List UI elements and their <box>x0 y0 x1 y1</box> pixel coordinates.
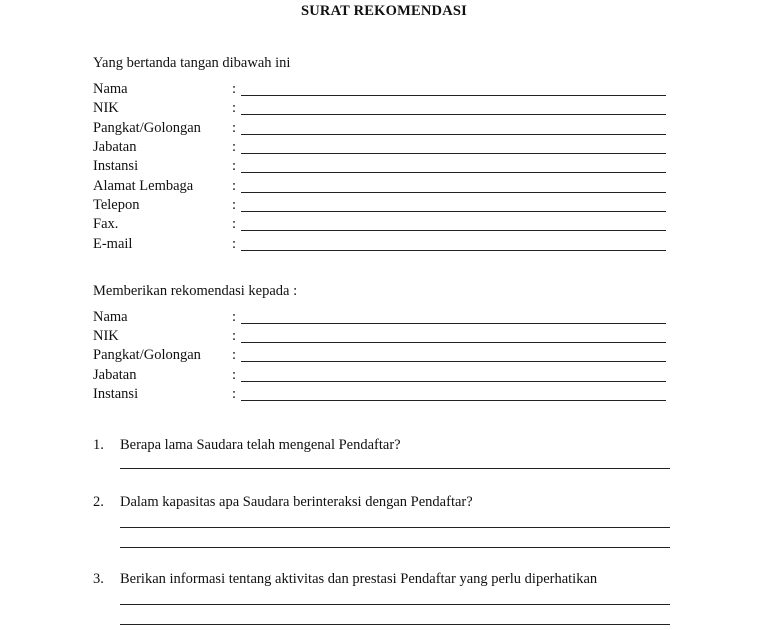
field-fill-line[interactable] <box>241 381 666 382</box>
field-label: Nama <box>93 309 128 325</box>
recommended-field-instansi <box>93 386 673 405</box>
recommended-intro: Memberikan rekomendasi kepada : <box>93 283 298 299</box>
field-fill-line[interactable] <box>241 342 666 343</box>
field-fill-line[interactable] <box>241 323 666 324</box>
field-colon: : <box>232 328 237 344</box>
recommended-field-pangkat <box>93 347 673 366</box>
question-3-number: 3. <box>93 571 104 587</box>
field-colon: : <box>232 100 237 116</box>
recommender-field-fax <box>93 216 673 235</box>
field-colon: : <box>232 309 237 325</box>
field-colon: : <box>232 178 237 194</box>
answer-line[interactable] <box>120 624 670 625</box>
answer-line[interactable] <box>120 527 670 528</box>
field-fill-line[interactable] <box>241 230 666 231</box>
field-fill-line[interactable] <box>241 192 666 193</box>
recommended-field-jabatan <box>93 367 673 386</box>
field-label: Telepon <box>93 197 140 213</box>
recommended-field-nama <box>93 309 673 328</box>
recommender-field-nik <box>93 100 673 119</box>
field-label: Instansi <box>93 386 139 402</box>
field-colon: : <box>232 367 237 383</box>
question-3-text: Berikan informasi tentang aktivitas dan prestasi Pendaftar yang perlu diperhatikan <box>120 571 598 587</box>
field-label: NIK <box>93 100 119 116</box>
recommender-field-email <box>93 236 673 255</box>
field-label: Instansi <box>93 158 139 174</box>
field-label: Jabatan <box>93 367 137 383</box>
answer-line[interactable] <box>120 547 670 548</box>
field-label: Nama <box>93 81 128 97</box>
answer-line[interactable] <box>120 468 670 469</box>
field-colon: : <box>232 197 237 213</box>
field-label: NIK <box>93 328 119 344</box>
recommender-field-nama <box>93 81 673 100</box>
field-label: Jabatan <box>93 139 137 155</box>
field-fill-line[interactable] <box>241 114 666 115</box>
question-1-number: 1. <box>93 437 104 453</box>
recommended-field-nik <box>93 328 673 347</box>
field-label: Alamat Lembaga <box>93 178 194 194</box>
field-colon: : <box>232 81 237 97</box>
question-2-text: Dalam kapasitas apa Saudara berinteraksi dengan Pendaftar? <box>120 494 473 510</box>
field-colon: : <box>232 386 237 402</box>
field-colon: : <box>232 158 237 174</box>
field-fill-line[interactable] <box>241 361 666 362</box>
field-fill-line[interactable] <box>241 172 666 173</box>
recommender-field-pangkat <box>93 120 673 139</box>
recommender-field-telepon <box>93 197 673 216</box>
field-colon: : <box>232 236 237 252</box>
field-label: Pangkat/Golongan <box>93 347 201 363</box>
field-fill-line[interactable] <box>241 250 666 251</box>
field-colon: : <box>232 120 237 136</box>
answer-line[interactable] <box>120 604 670 605</box>
field-fill-line[interactable] <box>241 211 666 212</box>
field-fill-line[interactable] <box>241 400 666 401</box>
field-label: Pangkat/Golongan <box>93 120 201 136</box>
document-title: SURAT REKOMENDASI <box>300 3 467 19</box>
field-label: E-mail <box>93 236 133 252</box>
recommender-field-instansi <box>93 158 673 177</box>
field-colon: : <box>232 347 237 363</box>
field-fill-line[interactable] <box>241 95 666 96</box>
field-fill-line[interactable] <box>241 153 666 154</box>
field-fill-line[interactable] <box>241 134 666 135</box>
field-colon: : <box>232 216 237 232</box>
question-2-number: 2. <box>93 494 104 510</box>
recommender-intro: Yang bertanda tangan dibawah ini <box>93 55 291 71</box>
recommender-field-jabatan <box>93 139 673 158</box>
field-colon: : <box>232 139 237 155</box>
question-1-text: Berapa lama Saudara telah mengenal Pendaftar? <box>120 437 401 453</box>
field-label: Fax. <box>93 216 119 232</box>
recommender-field-alamat <box>93 178 673 197</box>
